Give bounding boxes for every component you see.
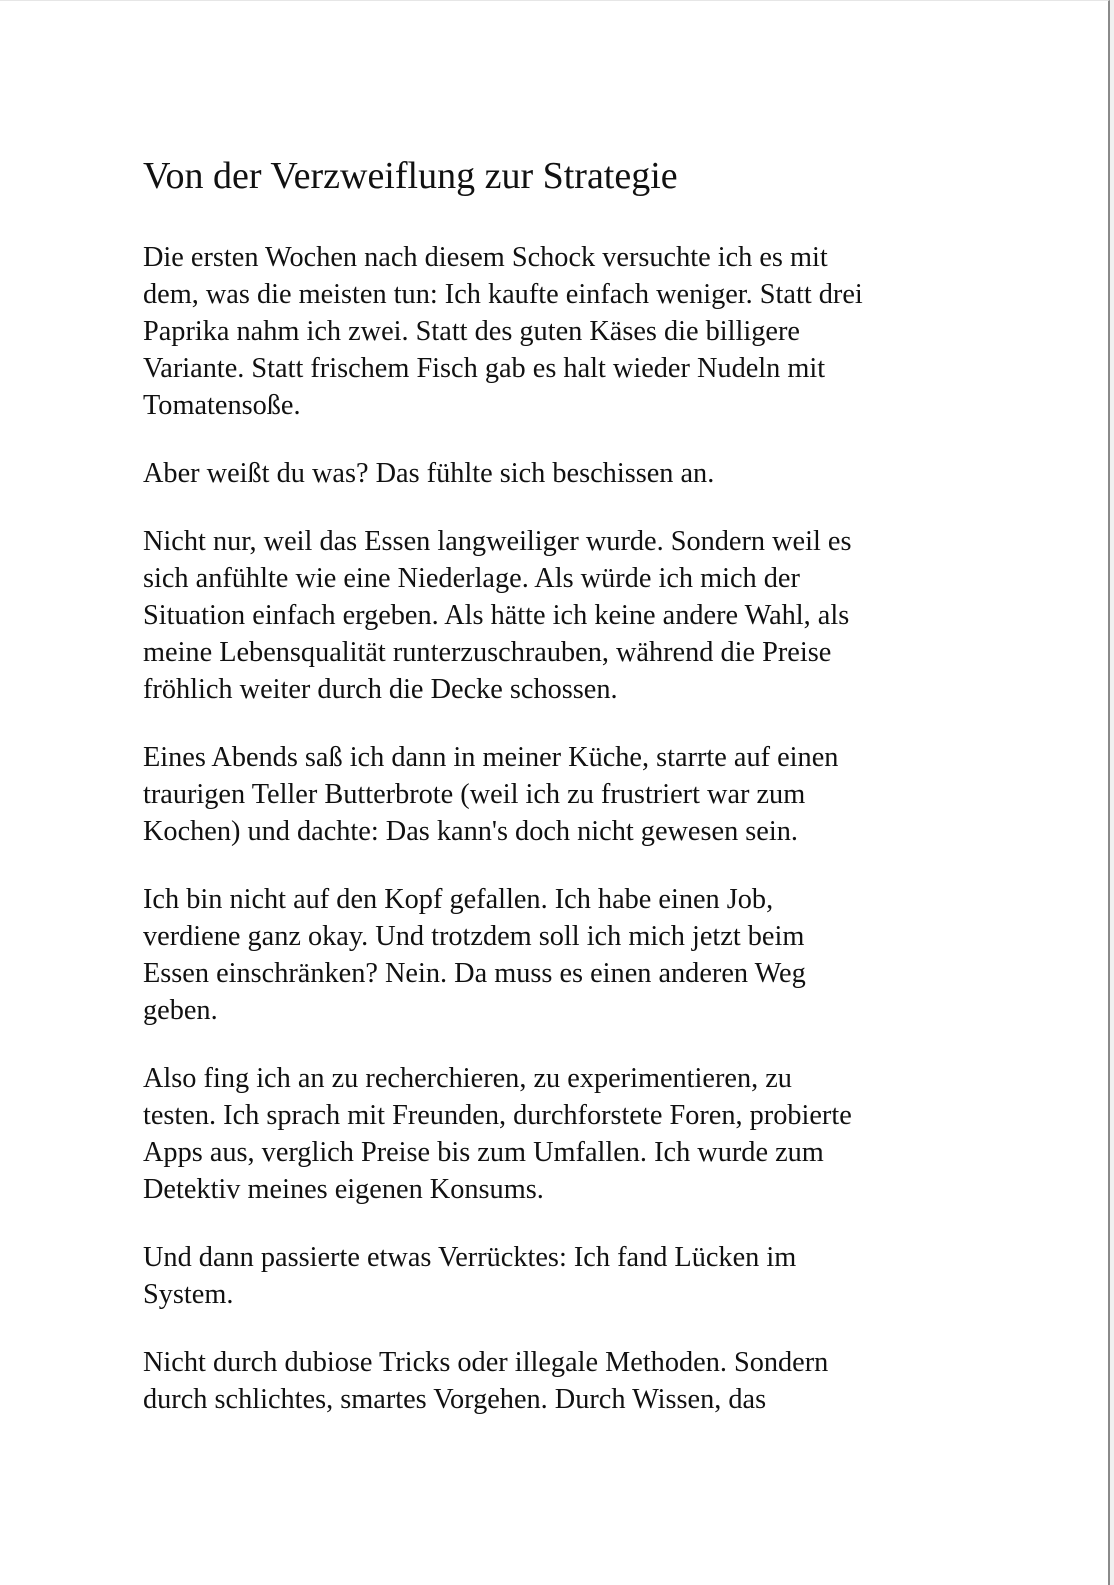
text-line: Aber weißt du was? Das fühlte sich beschissen an. [143,458,715,489]
text-line: durch schlichtes, smartes Vorgehen. Durch Wissen, das [143,1384,767,1415]
text-line: Variante. Statt frischem Fisch gab es halt wieder Nudeln mit [143,353,826,384]
text-line: meine Lebensqualität runterzuschrauben, während die Preise [143,637,832,668]
text-line: testen. Ich sprach mit Freunden, durchforstete Foren, probierte [143,1100,852,1131]
text-line: Detektiv meines eigenen Konsums. [143,1174,544,1205]
paragraph [143,455,1023,492]
text-line: Tomatensoße. [143,390,301,421]
text-line: Nicht nur, weil das Essen langweiliger wurde. Sondern weil es [143,526,852,557]
text-line: sich anfühlte wie eine Niederlage. Als würde ich mich der [143,563,800,594]
text-line: traurigen Teller Butterbrote (weil ich zu frustriert war zum [143,779,806,810]
text-line: Essen einschränken? Nein. Da muss es einen anderen Weg [143,958,806,989]
text-line: Kochen) und dachte: Das kann's doch nicht gewesen sein. [143,816,798,847]
paragraph [143,523,1023,708]
text-line: System. [143,1279,234,1310]
chapter-title: Von der Verzweiflung zur Strategie [143,155,678,197]
text-line: verdiene ganz okay. Und trotzdem soll ich mich jetzt beim [143,921,805,952]
paragraph [143,239,1023,424]
text-line: Eines Abends saß ich dann in meiner Küche, starrte auf einen [143,742,839,773]
text-line: dem, was die meisten tun: Ich kaufte einfach weniger. Statt drei [143,279,863,310]
text-line: Situation einfach ergeben. Als hätte ich keine andere Wahl, als [143,600,850,631]
paragraph [143,1239,1023,1313]
paragraph [143,1060,1023,1208]
text-line: Paprika nahm ich zwei. Statt des guten Käses die billigere [143,316,800,347]
chapter-body [143,239,1023,1449]
text-line: geben. [143,995,218,1026]
text-line: fröhlich weiter durch die Decke schossen. [143,674,618,705]
text-line: Die ersten Wochen nach diesem Schock versuchte ich es mit [143,242,828,273]
text-line: Nicht durch dubiose Tricks oder illegale Methoden. Sondern [143,1347,829,1378]
paragraph [143,739,1023,850]
text-line: Und dann passierte etwas Verrücktes: Ich fand Lücken im [143,1242,797,1273]
text-line: Ich bin nicht auf den Kopf gefallen. Ich habe einen Job, [143,884,774,915]
text-line: Also fing ich an zu recherchieren, zu experimentieren, zu [143,1063,792,1094]
paragraph [143,1344,1023,1418]
paragraph [143,881,1023,1029]
text-line: Apps aus, verglich Preise bis zum Umfallen. Ich wurde zum [143,1137,824,1168]
